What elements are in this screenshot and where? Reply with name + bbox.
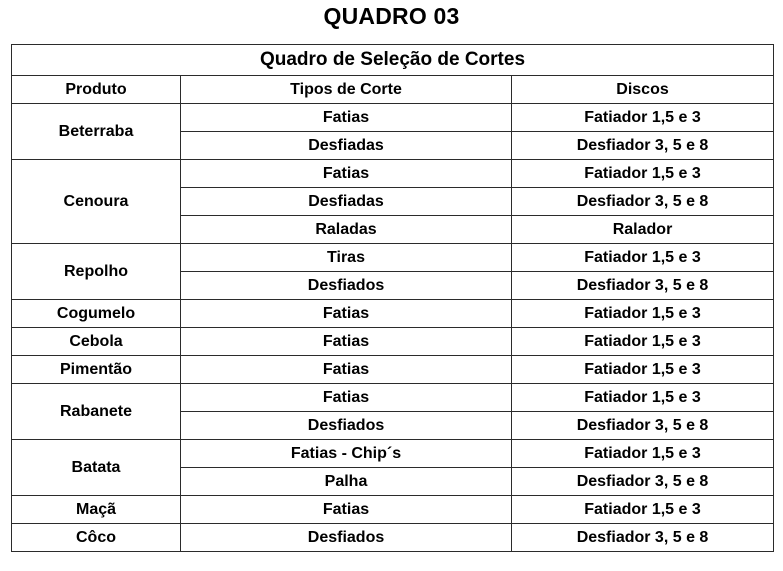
disc-cell: Fatiador 1,5 e 3 bbox=[512, 384, 774, 412]
table-body bbox=[12, 104, 774, 552]
cut-type-cell: Fatias bbox=[181, 356, 512, 384]
table-row bbox=[12, 384, 774, 412]
product-cell: Cogumelo bbox=[12, 300, 181, 328]
column-header-cut-type: Tipos de Corte bbox=[181, 76, 512, 104]
product-cell: Cenoura bbox=[12, 160, 181, 244]
product-cell: Côco bbox=[12, 524, 181, 552]
table-row bbox=[12, 356, 774, 384]
cut-type-cell: Fatias bbox=[181, 328, 512, 356]
disc-cell: Fatiador 1,5 e 3 bbox=[512, 104, 774, 132]
product-cell: Pimentão bbox=[12, 356, 181, 384]
product-cell: Batata bbox=[12, 440, 181, 496]
table-row bbox=[12, 524, 774, 552]
table-row bbox=[12, 300, 774, 328]
disc-cell: Desfiador 3, 5 e 8 bbox=[512, 524, 774, 552]
cut-type-cell: Palha bbox=[181, 468, 512, 496]
disc-cell: Desfiador 3, 5 e 8 bbox=[512, 468, 774, 496]
disc-cell: Ralador bbox=[512, 216, 774, 244]
table-row bbox=[12, 244, 774, 272]
disc-cell: Fatiador 1,5 e 3 bbox=[512, 160, 774, 188]
cut-type-cell: Fatias bbox=[181, 104, 512, 132]
disc-cell: Desfiador 3, 5 e 8 bbox=[512, 132, 774, 160]
cut-type-cell: Desfiadas bbox=[181, 132, 512, 160]
cut-type-cell: Desfiadas bbox=[181, 188, 512, 216]
cut-type-cell: Fatias bbox=[181, 160, 512, 188]
product-cell: Repolho bbox=[12, 244, 181, 300]
disc-cell: Desfiador 3, 5 e 8 bbox=[512, 412, 774, 440]
product-cell: Maçã bbox=[12, 496, 181, 524]
disc-cell: Fatiador 1,5 e 3 bbox=[512, 496, 774, 524]
document-title: QUADRO 03 bbox=[323, 3, 460, 29]
cut-type-cell: Desfiados bbox=[181, 412, 512, 440]
table-row bbox=[12, 104, 774, 132]
product-cell: Beterraba bbox=[12, 104, 181, 160]
cut-selection-table bbox=[11, 44, 774, 552]
disc-cell: Fatiador 1,5 e 3 bbox=[512, 244, 774, 272]
table-row bbox=[12, 496, 774, 524]
cut-type-cell: Fatias - Chip´s bbox=[181, 440, 512, 468]
product-cell: Cebola bbox=[12, 328, 181, 356]
cut-type-cell: Desfiados bbox=[181, 524, 512, 552]
cut-type-cell: Fatias bbox=[181, 300, 512, 328]
cut-type-cell: Fatias bbox=[181, 384, 512, 412]
product-cell: Rabanete bbox=[12, 384, 181, 440]
table-row bbox=[12, 160, 774, 188]
cut-type-cell: Tiras bbox=[181, 244, 512, 272]
table-row bbox=[12, 440, 774, 468]
column-header-product: Produto bbox=[12, 76, 181, 104]
disc-cell: Fatiador 1,5 e 3 bbox=[512, 300, 774, 328]
disc-cell: Fatiador 1,5 e 3 bbox=[512, 356, 774, 384]
cut-type-cell: Desfiados bbox=[181, 272, 512, 300]
disc-cell: Fatiador 1,5 e 3 bbox=[512, 440, 774, 468]
disc-cell: Desfiador 3, 5 e 8 bbox=[512, 272, 774, 300]
disc-cell: Fatiador 1,5 e 3 bbox=[512, 328, 774, 356]
table-caption: Quadro de Seleção de Cortes bbox=[12, 45, 774, 76]
disc-cell: Desfiador 3, 5 e 8 bbox=[512, 188, 774, 216]
column-header-discs: Discos bbox=[512, 76, 774, 104]
cut-type-cell: Fatias bbox=[181, 496, 512, 524]
table-row bbox=[12, 328, 774, 356]
cut-type-cell: Raladas bbox=[181, 216, 512, 244]
